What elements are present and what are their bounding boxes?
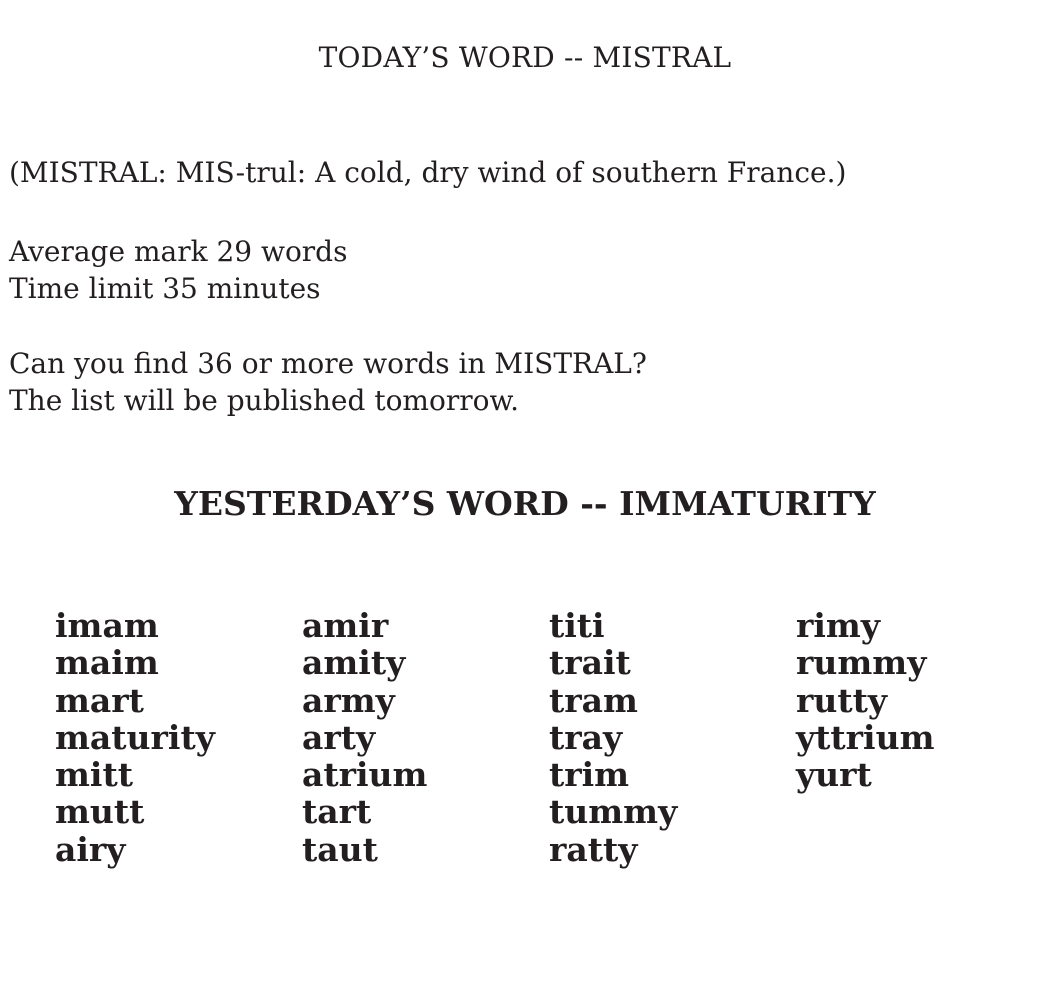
answer-word: maturity (55, 717, 215, 757)
answer-word: rimy (796, 606, 881, 645)
answer-word: trim (549, 755, 630, 795)
answer-word: titi (549, 606, 605, 645)
answer-word: mart (55, 680, 144, 720)
answer-word: arty (302, 717, 376, 757)
answer-word: taut (302, 829, 378, 869)
answer-list (0, 607, 1050, 907)
answer-word: ratty (549, 829, 638, 869)
answer-word: yurt (796, 755, 872, 795)
answer-word: mutt (55, 792, 145, 832)
answer-word: army (302, 680, 395, 720)
answer-column-4 (796, 607, 935, 793)
answer-word: atrium (302, 755, 428, 795)
puzzle-stats (9, 233, 347, 307)
publish-note: The list will be published tomorrow. (9, 384, 520, 417)
answer-word: yttrium (796, 717, 935, 757)
answer-word: trait (549, 643, 631, 683)
word-definition: (MISTRAL: MIS-trul: A cold, dry wind of southern France.) (9, 156, 847, 189)
answer-word: amity (302, 643, 406, 683)
answer-column-2 (302, 607, 427, 868)
answer-word: tummy (549, 792, 678, 832)
answer-word: airy (55, 829, 126, 869)
challenge-text (9, 345, 647, 419)
answer-word: tram (549, 680, 638, 720)
answer-word: tray (549, 717, 623, 757)
answer-word: amir (302, 606, 389, 645)
answer-word: tart (302, 792, 372, 832)
todays-word-title: TODAY’S WORD -- MISTRAL (318, 41, 732, 74)
time-limit: Time limit 35 minutes (9, 272, 321, 305)
answer-column-1 (55, 607, 215, 868)
answer-word: mitt (55, 755, 133, 795)
answer-column-3 (549, 607, 677, 868)
challenge-question: Can you find 36 or more words in MISTRAL? (9, 347, 647, 380)
average-mark: Average mark 29 words (9, 235, 348, 268)
answer-word: rummy (796, 643, 927, 683)
yesterdays-word-title: YESTERDAY’S WORD -- IMMATURITY (174, 484, 876, 523)
answer-word: imam (55, 606, 159, 645)
answer-word: rutty (796, 680, 888, 720)
answer-word: maim (55, 643, 159, 683)
